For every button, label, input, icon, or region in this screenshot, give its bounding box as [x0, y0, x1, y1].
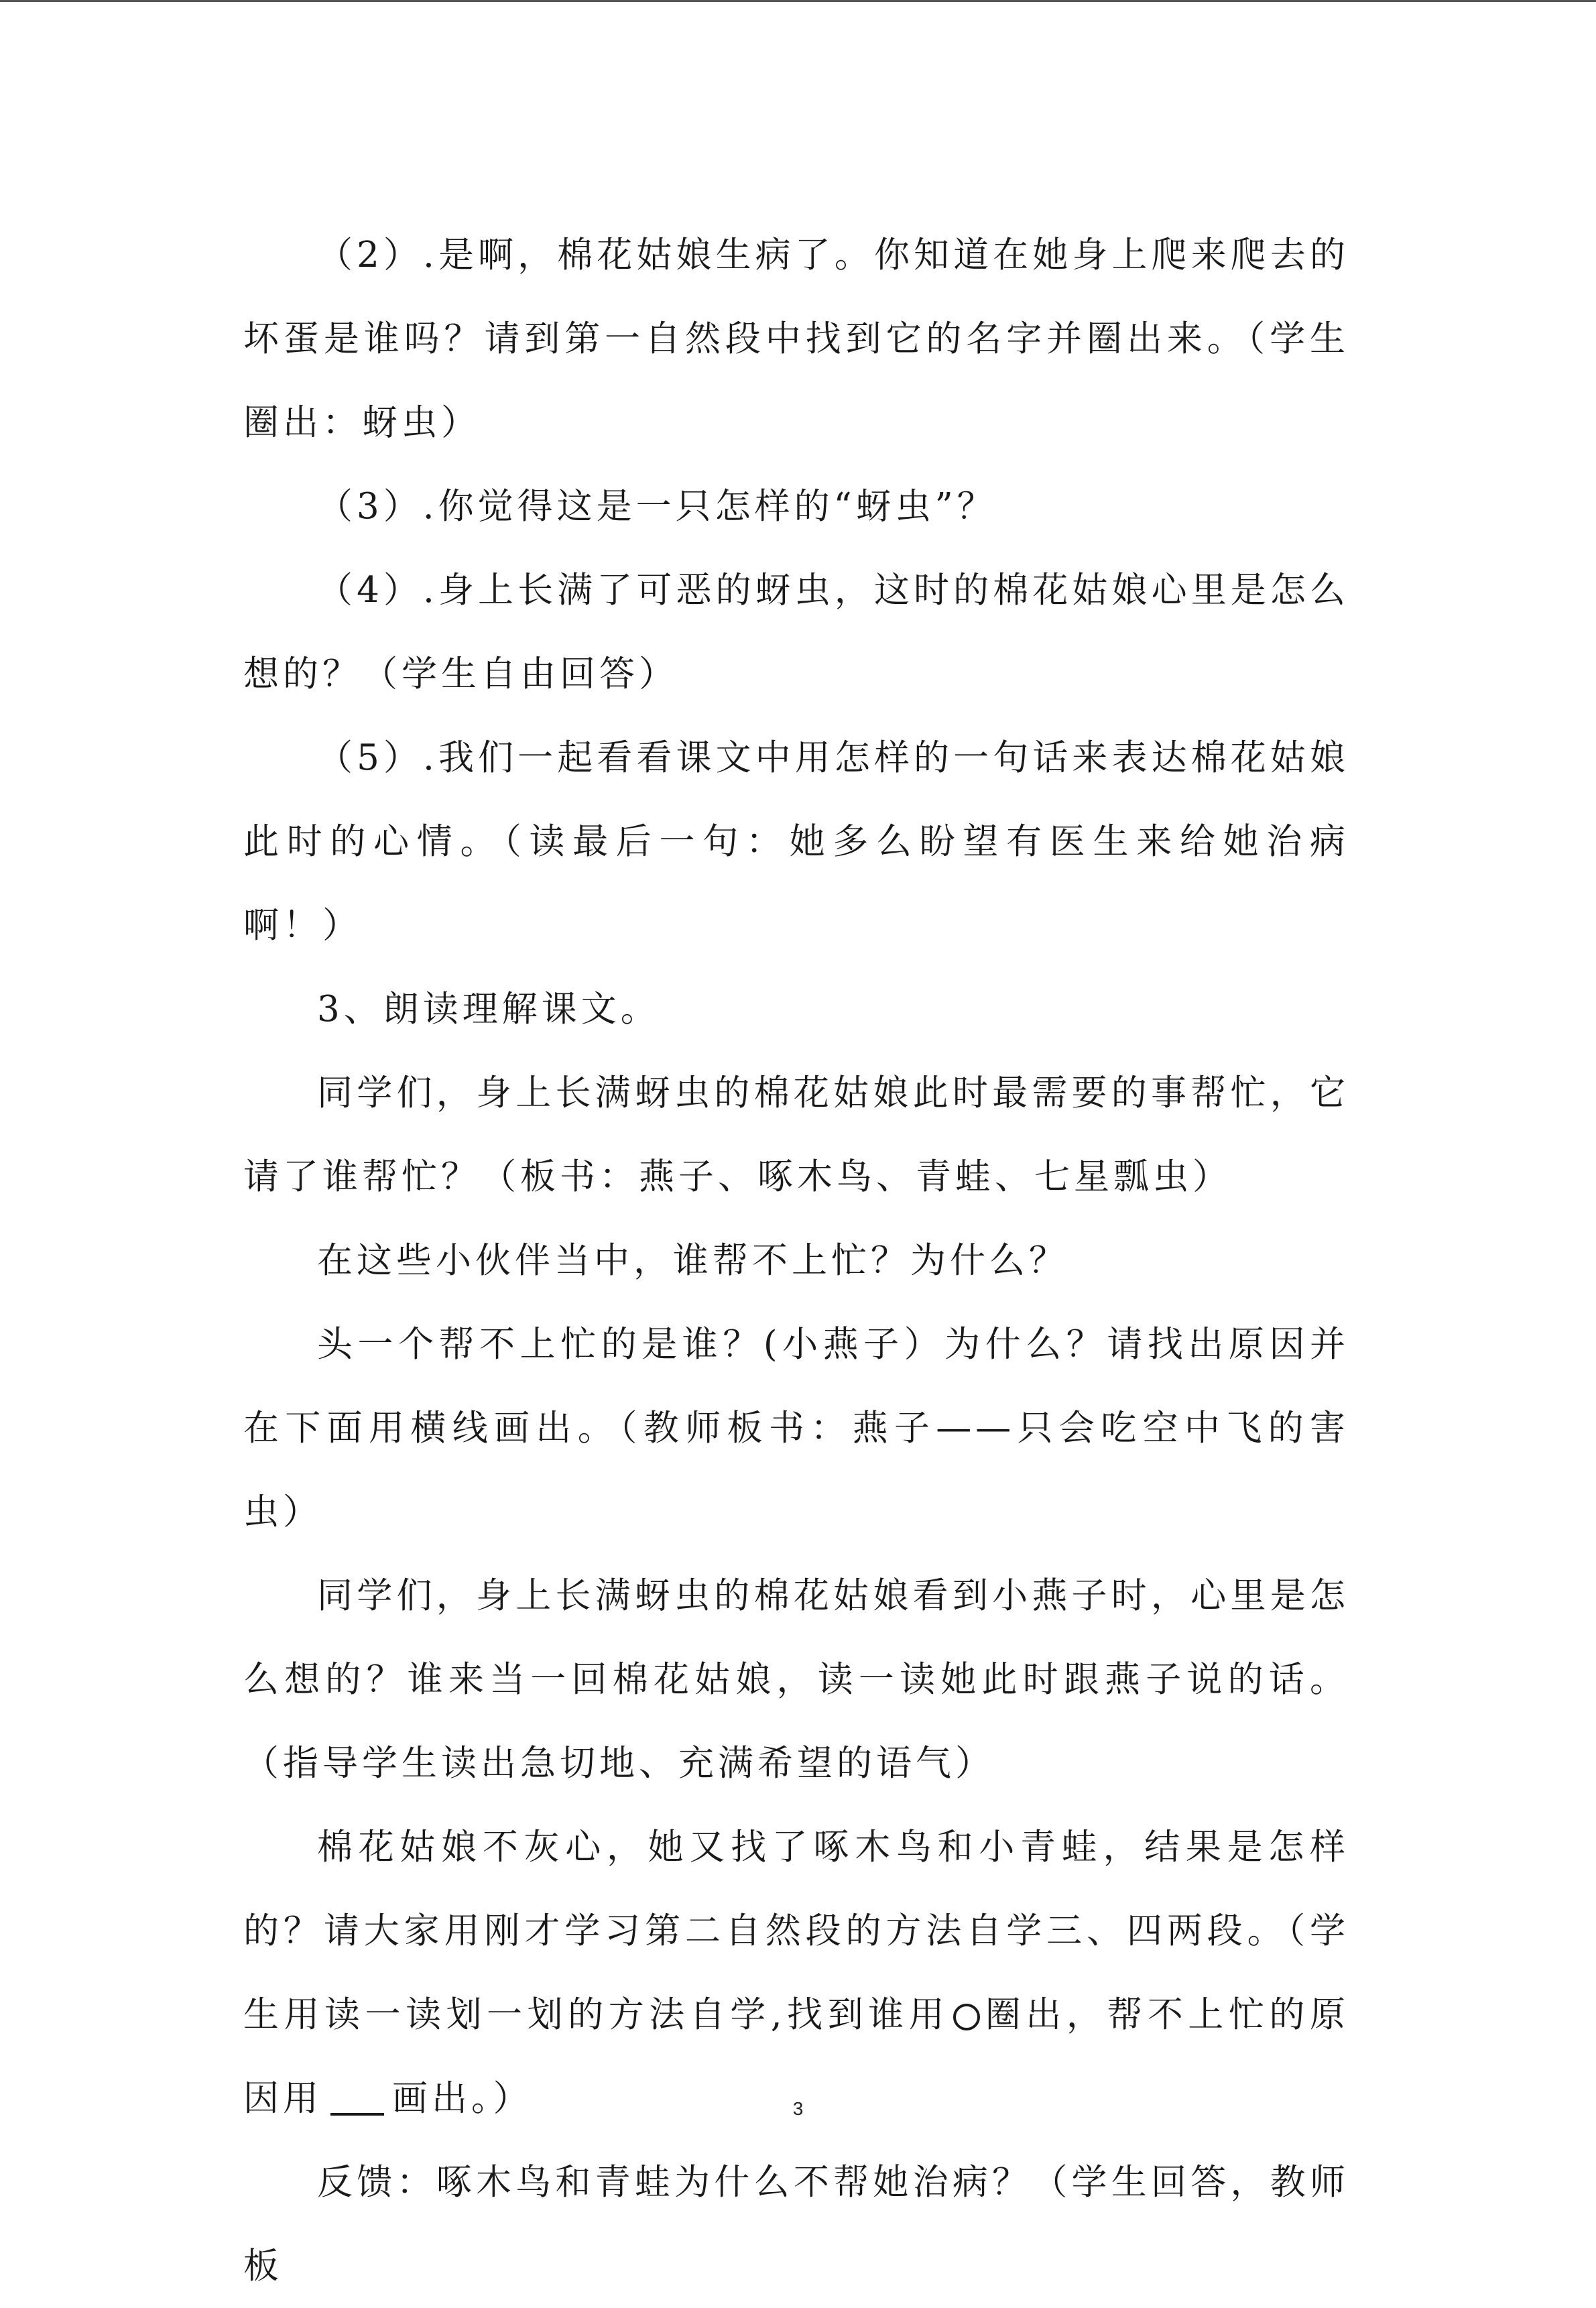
paragraph-q5: （5）.我们一起看看课文中用怎样的一句话来表达棉花姑娘此时的心情。（读最后一句：她多么盼望有医生来给她治病啊！）	[243, 737, 1349, 946]
paragraph-self-study	[243, 1805, 1349, 2140]
self-study-text-end: 画出。）	[392, 2078, 533, 2119]
paragraph-q4: （4）.身上长满了可恶的蚜虫，这时的棉花姑娘心里是怎么想的？（学生自由回答）	[243, 570, 1349, 694]
paragraph-who-cannot-help: 在这些小伙伴当中，谁帮不上忙？为什么？	[317, 1240, 1068, 1281]
paragraph-q2: （2）.是啊，棉花姑娘生病了。你知道在她身上爬来爬去的坏蛋是谁吗？请到第一自然段中找到它的名字并圈出来。（学生圈出：蚜虫）	[243, 235, 1349, 443]
paragraph-who-helped: 同学们，身上长满蚜虫的棉花姑娘此时最需要的事帮忙，它请了谁帮忙？（板书：燕子、啄木鸟、青蛙、七星瓢虫）	[243, 1073, 1349, 1197]
paragraph-read-aloud: 同学们，身上长满蚜虫的棉花姑娘看到小燕子时，心里是怎么想的？谁来当一回棉花姑娘，读一读她此时跟燕子说的话。（指导学生读出急切地、充满希望的语气）	[243, 1575, 1349, 1784]
section-heading-reading: 3、朗读理解课文。	[317, 989, 660, 1030]
paragraph-q3: （3）.你觉得这是一只怎样的“蚜虫”？	[317, 486, 997, 527]
document-body	[243, 213, 1349, 2308]
circle-symbol-icon	[953, 2004, 980, 2030]
page-top-border	[0, 0, 1596, 2]
self-study-text-mid: 圈出，帮不上忙的原因用	[243, 1994, 1349, 2119]
page-number: 3	[792, 2098, 804, 2119]
self-study-text: 棉花姑娘不灰心，她又找了啄木鸟和小青蛙，结果是怎样的？请大家用刚才学习第二自然段的方法自学三、四两段。（学生用读一读划一划的方法自学,找到谁用	[243, 1827, 1349, 2035]
paragraph-feedback: 反馈：啄木鸟和青蛙为什么不帮她治病？（学生回答，教师板	[243, 2162, 1349, 2287]
paragraph-swallow: 头一个帮不上忙的是谁？(小燕子）为什么？请找出原因并在下面用横线画出。（教师板书：燕子——只会吃空中飞的害虫）	[243, 1324, 1349, 1532]
